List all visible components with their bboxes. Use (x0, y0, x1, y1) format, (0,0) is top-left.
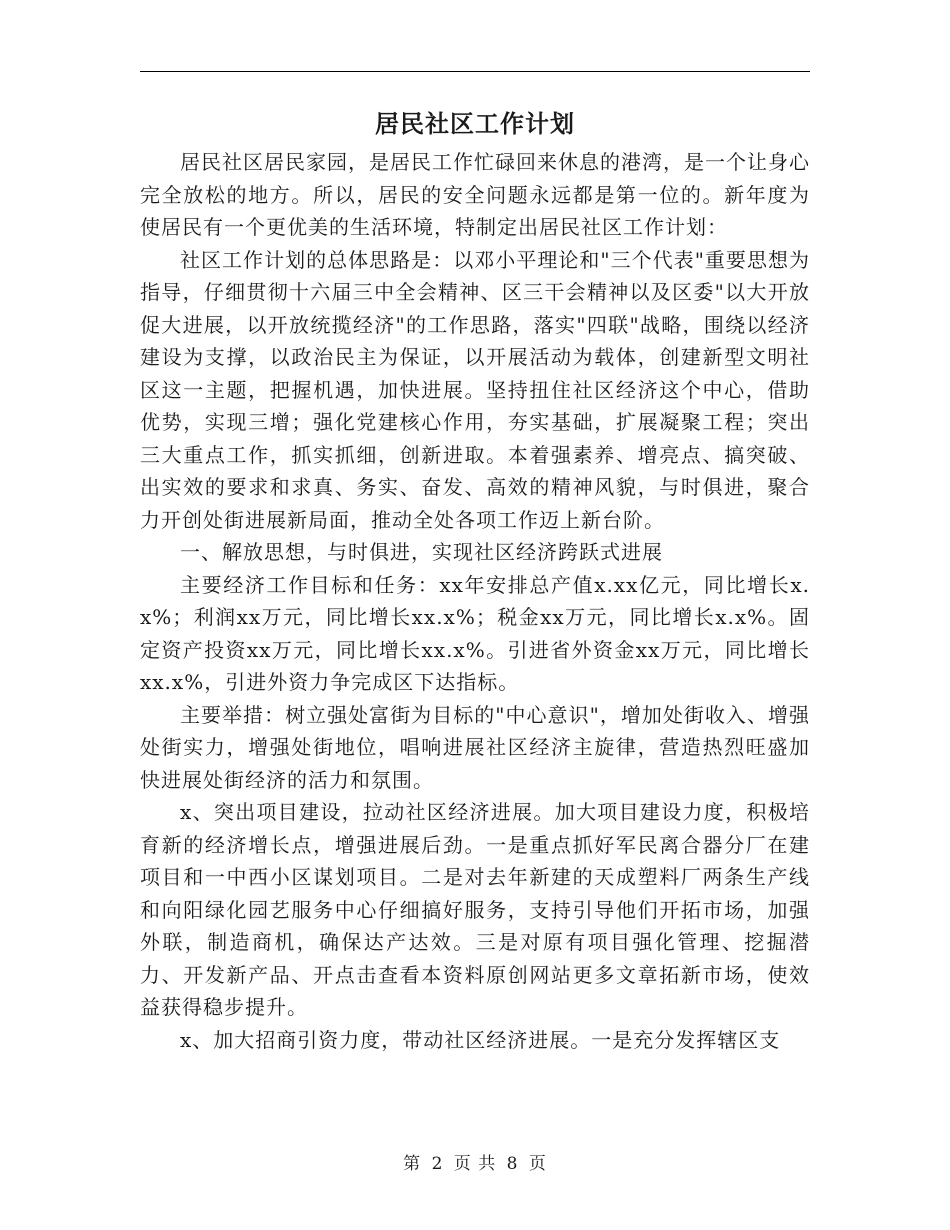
footer-prefix: 第 (403, 1154, 422, 1174)
footer-current-page: 2 (431, 1154, 444, 1174)
document-body (140, 146, 810, 1056)
footer-total-pages: 8 (506, 1154, 519, 1174)
paragraph-overall-approach: 社区工作计划的总体思路是：以邓小平理论和"三个代表"重要思想为指导，仔细贯彻十六届三中全会精神、区三干会精神以及区委"以大开放促大进展，以开放统揽经济"的工作思路，落实"四联"战略，围绕以经济建设为支撑，以政治民主为保证，以开展活动为载体，创建新型文明社区这一主题，把握机遇，加快进展。坚持扭住社区经济这个中心，借助优势，实现三增；强化党建核心作用，夯实基础，扩展凝聚工程；突出三大重点工作，抓实抓细，创新进取。本着强素养、增亮点、搞突破、出实效的要求和求真、务实、奋发、高效的精神风貌，与时俱进，聚合力开创处街进展新局面，推动全处各项工作迈上新台阶。 (140, 247, 810, 532)
paragraph-intro: 居民社区居民家园，是居民工作忙碌回来休息的港湾，是一个让身心完全放松的地方。所以，居民的安全问题永远都是第一位的。新年度为使居民有一个更优美的生活环境，特制定出居民社区工作计划： (140, 150, 810, 239)
paragraph-main-measures: 主要举措：树立强处富街为目标的"中心意识"，增加处街收入、增强处街实力，增强处街地位，唱响进展社区经济主旋律，营造热烈旺盛加快进展处街经济的活力和氛围。 (140, 702, 810, 792)
footer-middle: 页 共 (453, 1154, 497, 1174)
paragraph-investment-promotion: x、加大招商引资力度，带动社区经济进展。一是充分发挥辖区支 (180, 1027, 781, 1052)
page-footer (0, 1152, 950, 1176)
header-rule (140, 71, 810, 72)
document-title: 居民社区工作计划 (375, 109, 575, 138)
footer-suffix: 页 (528, 1154, 547, 1174)
paragraph-economic-targets: 主要经济工作目标和任务：xx年安排总产值x.xx亿元，同比增长x.x%；利润xx万元，同比增长xx.x%；税金xx万元，同比增长x.x%。固定资产投资xx万元，同比增长xx.x%。引进省外资金xx万元，同比增长xx.x%，引进外资力争完成区下达指标。 (140, 572, 810, 694)
paragraph-project-construction: x、突出项目建设，拉动社区经济进展。加大项目建设力度，积极培育新的经济增长点，增强进展后劲。一是重点抓好军民离合器分厂在建项目和一中西小区谋划项目。二是对去年新建的天成塑料厂两条生产线和向阳绿化园艺服务中心仔细搞好服务，支持引导他们开拓市场，加强外联，制造商机，确保达产达效。三是对原有项目强化管理、挖掘潜力、开发新产品、开点击查看本资料原创网站更多文章拓新市场，使效益获得稳步提升。 (140, 800, 810, 1019)
section-heading-one: 一、解放思想，与时俱进，实现社区经济跨跃式进展 (180, 540, 663, 564)
